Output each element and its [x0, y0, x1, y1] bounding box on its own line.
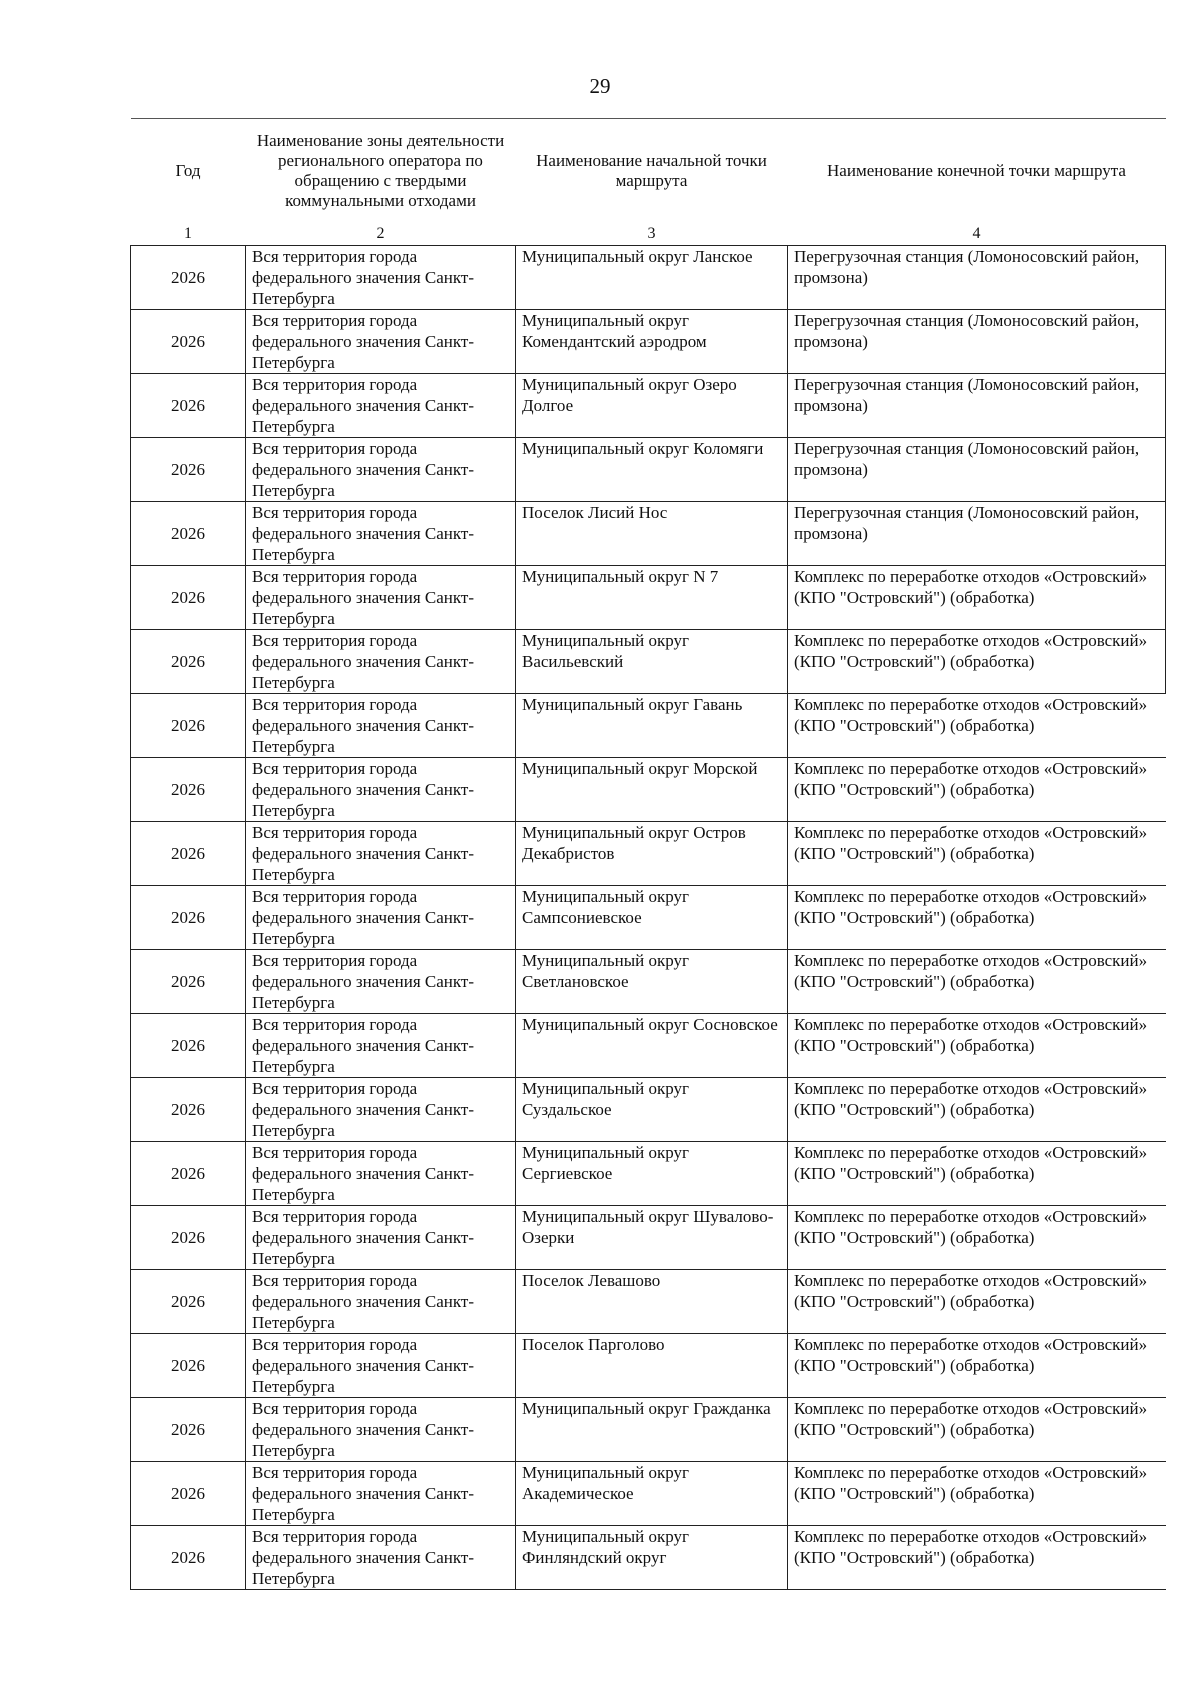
- year-cell: 2026: [131, 694, 246, 758]
- year-cell: 2026: [131, 1014, 246, 1078]
- end-point-cell: Комплекс по переработке отходов «Островский» (КПО "Островский") (обработка): [788, 630, 1166, 694]
- year-cell: 2026: [131, 566, 246, 630]
- table-row: [131, 1206, 1166, 1270]
- start-point-cell: Муниципальный округ Морской: [516, 758, 788, 822]
- table-row: [131, 1078, 1166, 1142]
- year-cell: 2026: [131, 950, 246, 1014]
- end-point-cell: Комплекс по переработке отходов «Островский» (КПО "Островский") (обработка): [788, 1398, 1166, 1462]
- year-cell: 2026: [131, 1334, 246, 1398]
- start-point-cell: Муниципальный округ N 7: [516, 566, 788, 630]
- start-point-cell: Муниципальный округ Комендантский аэродром: [516, 310, 788, 374]
- header-start-point: Наименование начальной точки маршрута: [516, 119, 788, 224]
- table-row: [131, 1270, 1166, 1334]
- year-cell: 2026: [131, 438, 246, 502]
- zone-cell: Вся территория города федерального значения Санкт-Петербурга: [246, 1078, 516, 1142]
- zone-cell: Вся территория города федерального значения Санкт-Петербурга: [246, 694, 516, 758]
- zone-cell: Вся территория города федерального значения Санкт-Петербурга: [246, 630, 516, 694]
- start-point-cell: Муниципальный округ Светлановское: [516, 950, 788, 1014]
- header-year: Год: [131, 119, 246, 224]
- year-cell: 2026: [131, 886, 246, 950]
- header-row: [131, 119, 1166, 224]
- column-number-row: [131, 223, 1166, 246]
- header-end-point: Наименование конечной точки маршрута: [788, 119, 1166, 224]
- start-point-cell: Поселок Парголово: [516, 1334, 788, 1398]
- end-point-cell: Комплекс по переработке отходов «Островский» (КПО "Островский") (обработка): [788, 1206, 1166, 1270]
- start-point-cell: Муниципальный округ Шувалово-Озерки: [516, 1206, 788, 1270]
- end-point-cell: Комплекс по переработке отходов «Островский» (КПО "Островский") (обработка): [788, 694, 1166, 758]
- table-row: [131, 950, 1166, 1014]
- zone-cell: Вся территория города федерального значения Санкт-Петербурга: [246, 310, 516, 374]
- table-row: [131, 566, 1166, 630]
- end-point-cell: Перегрузочная станция (Ломоносовский район, промзона): [788, 374, 1166, 438]
- table-row: [131, 310, 1166, 374]
- table-row: [131, 886, 1166, 950]
- end-point-cell: Перегрузочная станция (Ломоносовский район, промзона): [788, 246, 1166, 310]
- start-point-cell: Муниципальный округ Коломяги: [516, 438, 788, 502]
- year-cell: 2026: [131, 1206, 246, 1270]
- end-point-cell: Комплекс по переработке отходов «Островский» (КПО "Островский") (обработка): [788, 1462, 1166, 1526]
- zone-cell: Вся территория города федерального значения Санкт-Петербурга: [246, 1270, 516, 1334]
- end-point-cell: Комплекс по переработке отходов «Островский» (КПО "Островский") (обработка): [788, 1014, 1166, 1078]
- start-point-cell: Муниципальный округ Сергиевское: [516, 1142, 788, 1206]
- table-row: [131, 822, 1166, 886]
- year-cell: 2026: [131, 1462, 246, 1526]
- start-point-cell: Муниципальный округ Озеро Долгое: [516, 374, 788, 438]
- year-cell: 2026: [131, 1142, 246, 1206]
- end-point-cell: Комплекс по переработке отходов «Островский» (КПО "Островский") (обработка): [788, 1526, 1166, 1590]
- start-point-cell: Муниципальный округ Ланское: [516, 246, 788, 310]
- end-point-cell: Комплекс по переработке отходов «Островский» (КПО "Островский") (обработка): [788, 566, 1166, 630]
- start-point-cell: Муниципальный округ Васильевский: [516, 630, 788, 694]
- table-row: [131, 1142, 1166, 1206]
- zone-cell: Вся территория города федерального значения Санкт-Петербурга: [246, 886, 516, 950]
- table-row: [131, 1014, 1166, 1078]
- start-point-cell: Муниципальный округ Гавань: [516, 694, 788, 758]
- end-point-cell: Перегрузочная станция (Ломоносовский район, промзона): [788, 310, 1166, 374]
- year-cell: 2026: [131, 374, 246, 438]
- zone-cell: Вся территория города федерального значения Санкт-Петербурга: [246, 566, 516, 630]
- end-point-cell: Комплекс по переработке отходов «Островский» (КПО "Островский") (обработка): [788, 886, 1166, 950]
- zone-cell: Вся территория города федерального значения Санкт-Петербурга: [246, 246, 516, 310]
- column-number: 3: [647, 225, 656, 242]
- end-point-cell: Комплекс по переработке отходов «Островский» (КПО "Островский") (обработка): [788, 1270, 1166, 1334]
- table-row: [131, 374, 1166, 438]
- year-cell: 2026: [131, 1398, 246, 1462]
- end-point-cell: Комплекс по переработке отходов «Островский» (КПО "Островский") (обработка): [788, 1078, 1166, 1142]
- end-point-cell: Комплекс по переработке отходов «Островский» (КПО "Островский") (обработка): [788, 950, 1166, 1014]
- route-table: [130, 118, 1166, 1590]
- zone-cell: Вся территория города федерального значения Санкт-Петербурга: [246, 1142, 516, 1206]
- start-point-cell: Поселок Левашово: [516, 1270, 788, 1334]
- year-cell: 2026: [131, 1270, 246, 1334]
- route-table-body: [131, 246, 1166, 1590]
- year-cell: 2026: [131, 1078, 246, 1142]
- zone-cell: Вся территория города федерального значения Санкт-Петербурга: [246, 438, 516, 502]
- end-point-cell: Комплекс по переработке отходов «Островский» (КПО "Островский") (обработка): [788, 1142, 1166, 1206]
- year-cell: 2026: [131, 822, 246, 886]
- start-point-cell: Муниципальный округ Финляндский округ: [516, 1526, 788, 1590]
- zone-cell: Вся территория города федерального значения Санкт-Петербурга: [246, 502, 516, 566]
- start-point-cell: Муниципальный округ Суздальское: [516, 1078, 788, 1142]
- year-cell: 2026: [131, 310, 246, 374]
- end-point-cell: Перегрузочная станция (Ломоносовский район, промзона): [788, 502, 1166, 566]
- start-point-cell: Муниципальный округ Остров Декабристов: [516, 822, 788, 886]
- end-point-cell: Комплекс по переработке отходов «Островский» (КПО "Островский") (обработка): [788, 1334, 1166, 1398]
- zone-cell: Вся территория города федерального значения Санкт-Петербурга: [246, 1014, 516, 1078]
- zone-cell: Вся территория города федерального значения Санкт-Петербурга: [246, 950, 516, 1014]
- year-cell: 2026: [131, 502, 246, 566]
- start-point-cell: Муниципальный округ Академическое: [516, 1462, 788, 1526]
- table-row: [131, 630, 1166, 694]
- year-cell: 2026: [131, 630, 246, 694]
- table-row: [131, 438, 1166, 502]
- table-row: [131, 246, 1166, 310]
- zone-cell: Вся территория города федерального значения Санкт-Петербурга: [246, 822, 516, 886]
- zone-cell: Вся территория города федерального значения Санкт-Петербурга: [246, 1398, 516, 1462]
- page-number: 29: [589, 74, 611, 98]
- table-row: [131, 694, 1166, 758]
- start-point-cell: Поселок Лисий Нос: [516, 502, 788, 566]
- zone-cell: Вся территория города федерального значения Санкт-Петербурга: [246, 1206, 516, 1270]
- table-row: [131, 1334, 1166, 1398]
- header-zone: Наименование зоны деятельности регионального оператора по обращению с твердыми коммунальными отходами: [246, 119, 516, 224]
- column-number: 4: [972, 225, 981, 242]
- table-row: [131, 758, 1166, 822]
- end-point-cell: Перегрузочная станция (Ломоносовский район, промзона): [788, 438, 1166, 502]
- start-point-cell: Муниципальный округ Гражданка: [516, 1398, 788, 1462]
- zone-cell: Вся территория города федерального значения Санкт-Петербурга: [246, 1526, 516, 1590]
- table-row: [131, 502, 1166, 566]
- zone-cell: Вся территория города федерального значения Санкт-Петербурга: [246, 1462, 516, 1526]
- year-cell: 2026: [131, 1526, 246, 1590]
- table-row: [131, 1526, 1166, 1590]
- column-number: 1: [184, 225, 192, 242]
- zone-cell: Вся территория города федерального значения Санкт-Петербурга: [246, 374, 516, 438]
- column-number: 2: [376, 225, 385, 242]
- zone-cell: Вся территория города федерального значения Санкт-Петербурга: [246, 758, 516, 822]
- year-cell: 2026: [131, 758, 246, 822]
- zone-cell: Вся территория города федерального значения Санкт-Петербурга: [246, 1334, 516, 1398]
- start-point-cell: Муниципальный округ Сосновское: [516, 1014, 788, 1078]
- year-cell: 2026: [131, 246, 246, 310]
- start-point-cell: Муниципальный округ Сампсониевское: [516, 886, 788, 950]
- table-row: [131, 1398, 1166, 1462]
- table-row: [131, 1462, 1166, 1526]
- end-point-cell: Комплекс по переработке отходов «Островский» (КПО "Островский") (обработка): [788, 758, 1166, 822]
- end-point-cell: Комплекс по переработке отходов «Островский» (КПО "Островский") (обработка): [788, 822, 1166, 886]
